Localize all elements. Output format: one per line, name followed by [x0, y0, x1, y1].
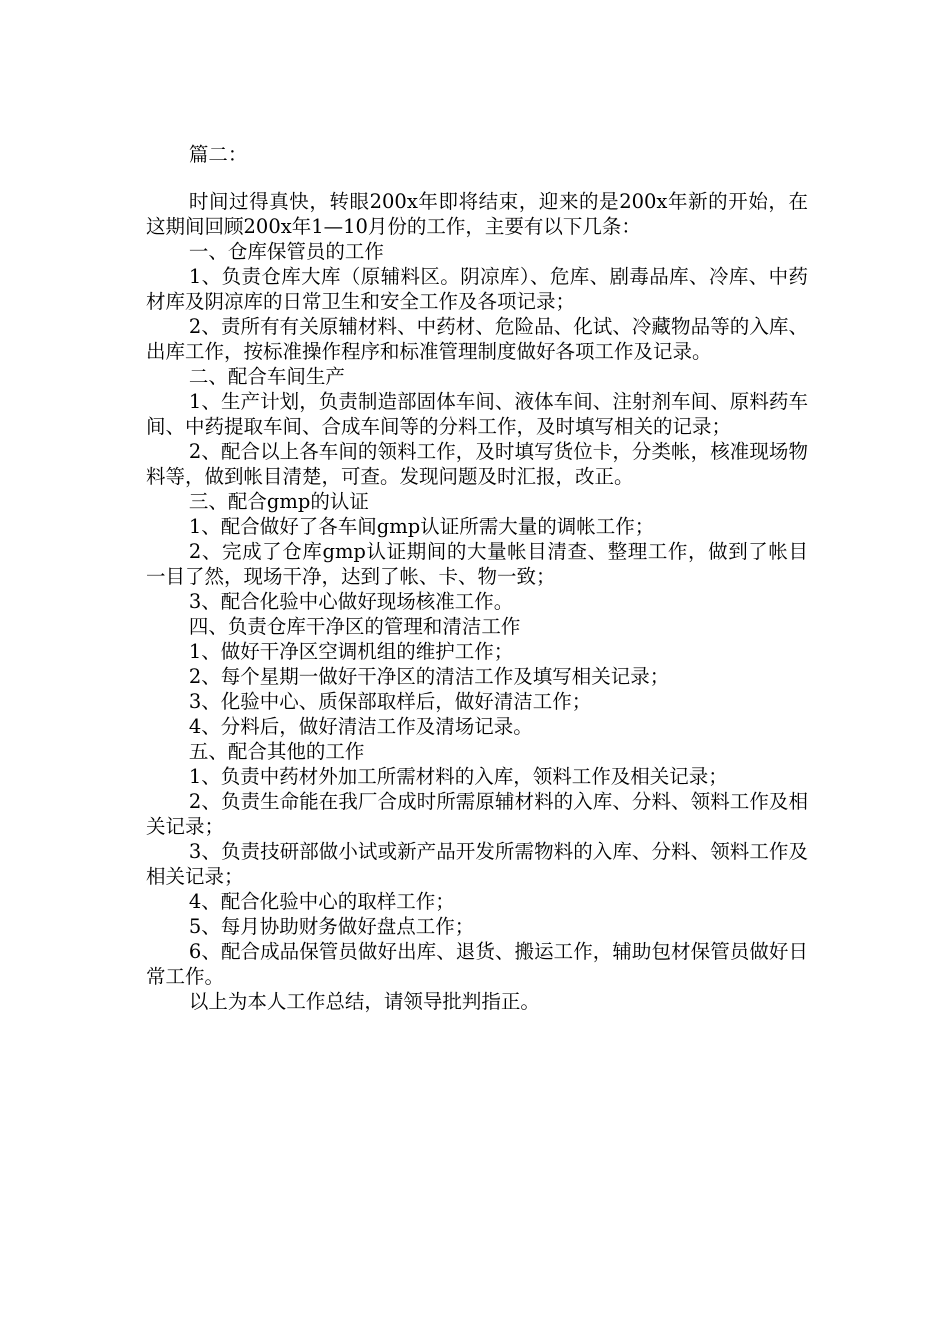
list-item: 5、每月协助财务做好盘点工作；	[188, 915, 475, 938]
list-item: 4、分料后，做好清洁工作及清场记录。	[188, 715, 533, 738]
list-item: 3、负责技研部做小试或新产品开发所需物料的入库、分料、领料工作及相关记录；	[146, 840, 808, 888]
document-body	[146, 142, 808, 1014]
list-item: 1、负责中药材外加工所需材料的入库，领料工作及相关记录；	[188, 765, 728, 788]
section-heading: 三、配合gmp的认证	[188, 490, 369, 513]
closing-paragraph: 以上为本人工作总结，请领导批判指正。	[188, 990, 540, 1013]
list-item: 2、完成了仓库gmp认证期间的大量帐目清查、整理工作，做到了帐目一目了然，现场干净，达到了帐、卡、物一致；	[146, 540, 808, 588]
list-item: 3、配合化验中心做好现场核准工作。	[188, 590, 514, 613]
list-item: 2、责所有有关原辅材料、中药材、危险品、化试、冷藏物品等的入库、出库工作，按标准操作程序和标准管理制度做好各项工作及记录。	[146, 315, 808, 363]
list-item: 6、配合成品保管员做好出库、退货、搬运工作，辅助包材保管员做好日常工作。	[146, 940, 808, 988]
list-item: 1、做好干净区空调机组的维护工作；	[188, 640, 514, 663]
list-item: 1、生产计划，负责制造部固体车间、液体车间、注射剂车间、原料药车间、中药提取车间、合成车间等的分料工作，及时填写相关的记录；	[146, 390, 808, 438]
list-item: 1、配合做好了各车间gmp认证所需大量的调帐工作；	[188, 515, 655, 538]
section-heading: 一、仓库保管员的工作	[188, 240, 384, 263]
document-title: 篇二：	[188, 143, 248, 166]
list-item: 4、配合化验中心的取样工作；	[188, 890, 455, 913]
list-item: 2、负责生命能在我厂合成时所需原辅材料的入库、分料、领料工作及相关记录；	[146, 790, 808, 838]
list-item: 3、化验中心、质保部取样后，做好清洁工作；	[188, 690, 592, 713]
list-item: 2、配合以上各车间的领料工作，及时填写货位卡，分类帐，核准现场物料等，做到帐目清楚，可查。发现问题及时汇报，改正。	[146, 440, 808, 488]
section-heading: 四、负责仓库干净区的管理和清洁工作	[188, 615, 521, 638]
intro-paragraph: 时间过得真快，转眼200x年即将结束，迎来的是200x年新的开始，在这期间回顾200x年1—10月份的工作，主要有以下几条：	[146, 190, 808, 238]
list-item: 2、每个星期一做好干净区的清洁工作及填写相关记录；	[188, 665, 670, 688]
list-item: 1、负责仓库大库（原辅料区。阴凉库）、危库、剧毒品库、冷库、中药材库及阴凉库的日常卫生和安全工作及各项记录；	[146, 265, 808, 313]
section-heading: 二、配合车间生产	[188, 365, 345, 388]
section-heading: 五、配合其他的工作	[188, 740, 365, 763]
